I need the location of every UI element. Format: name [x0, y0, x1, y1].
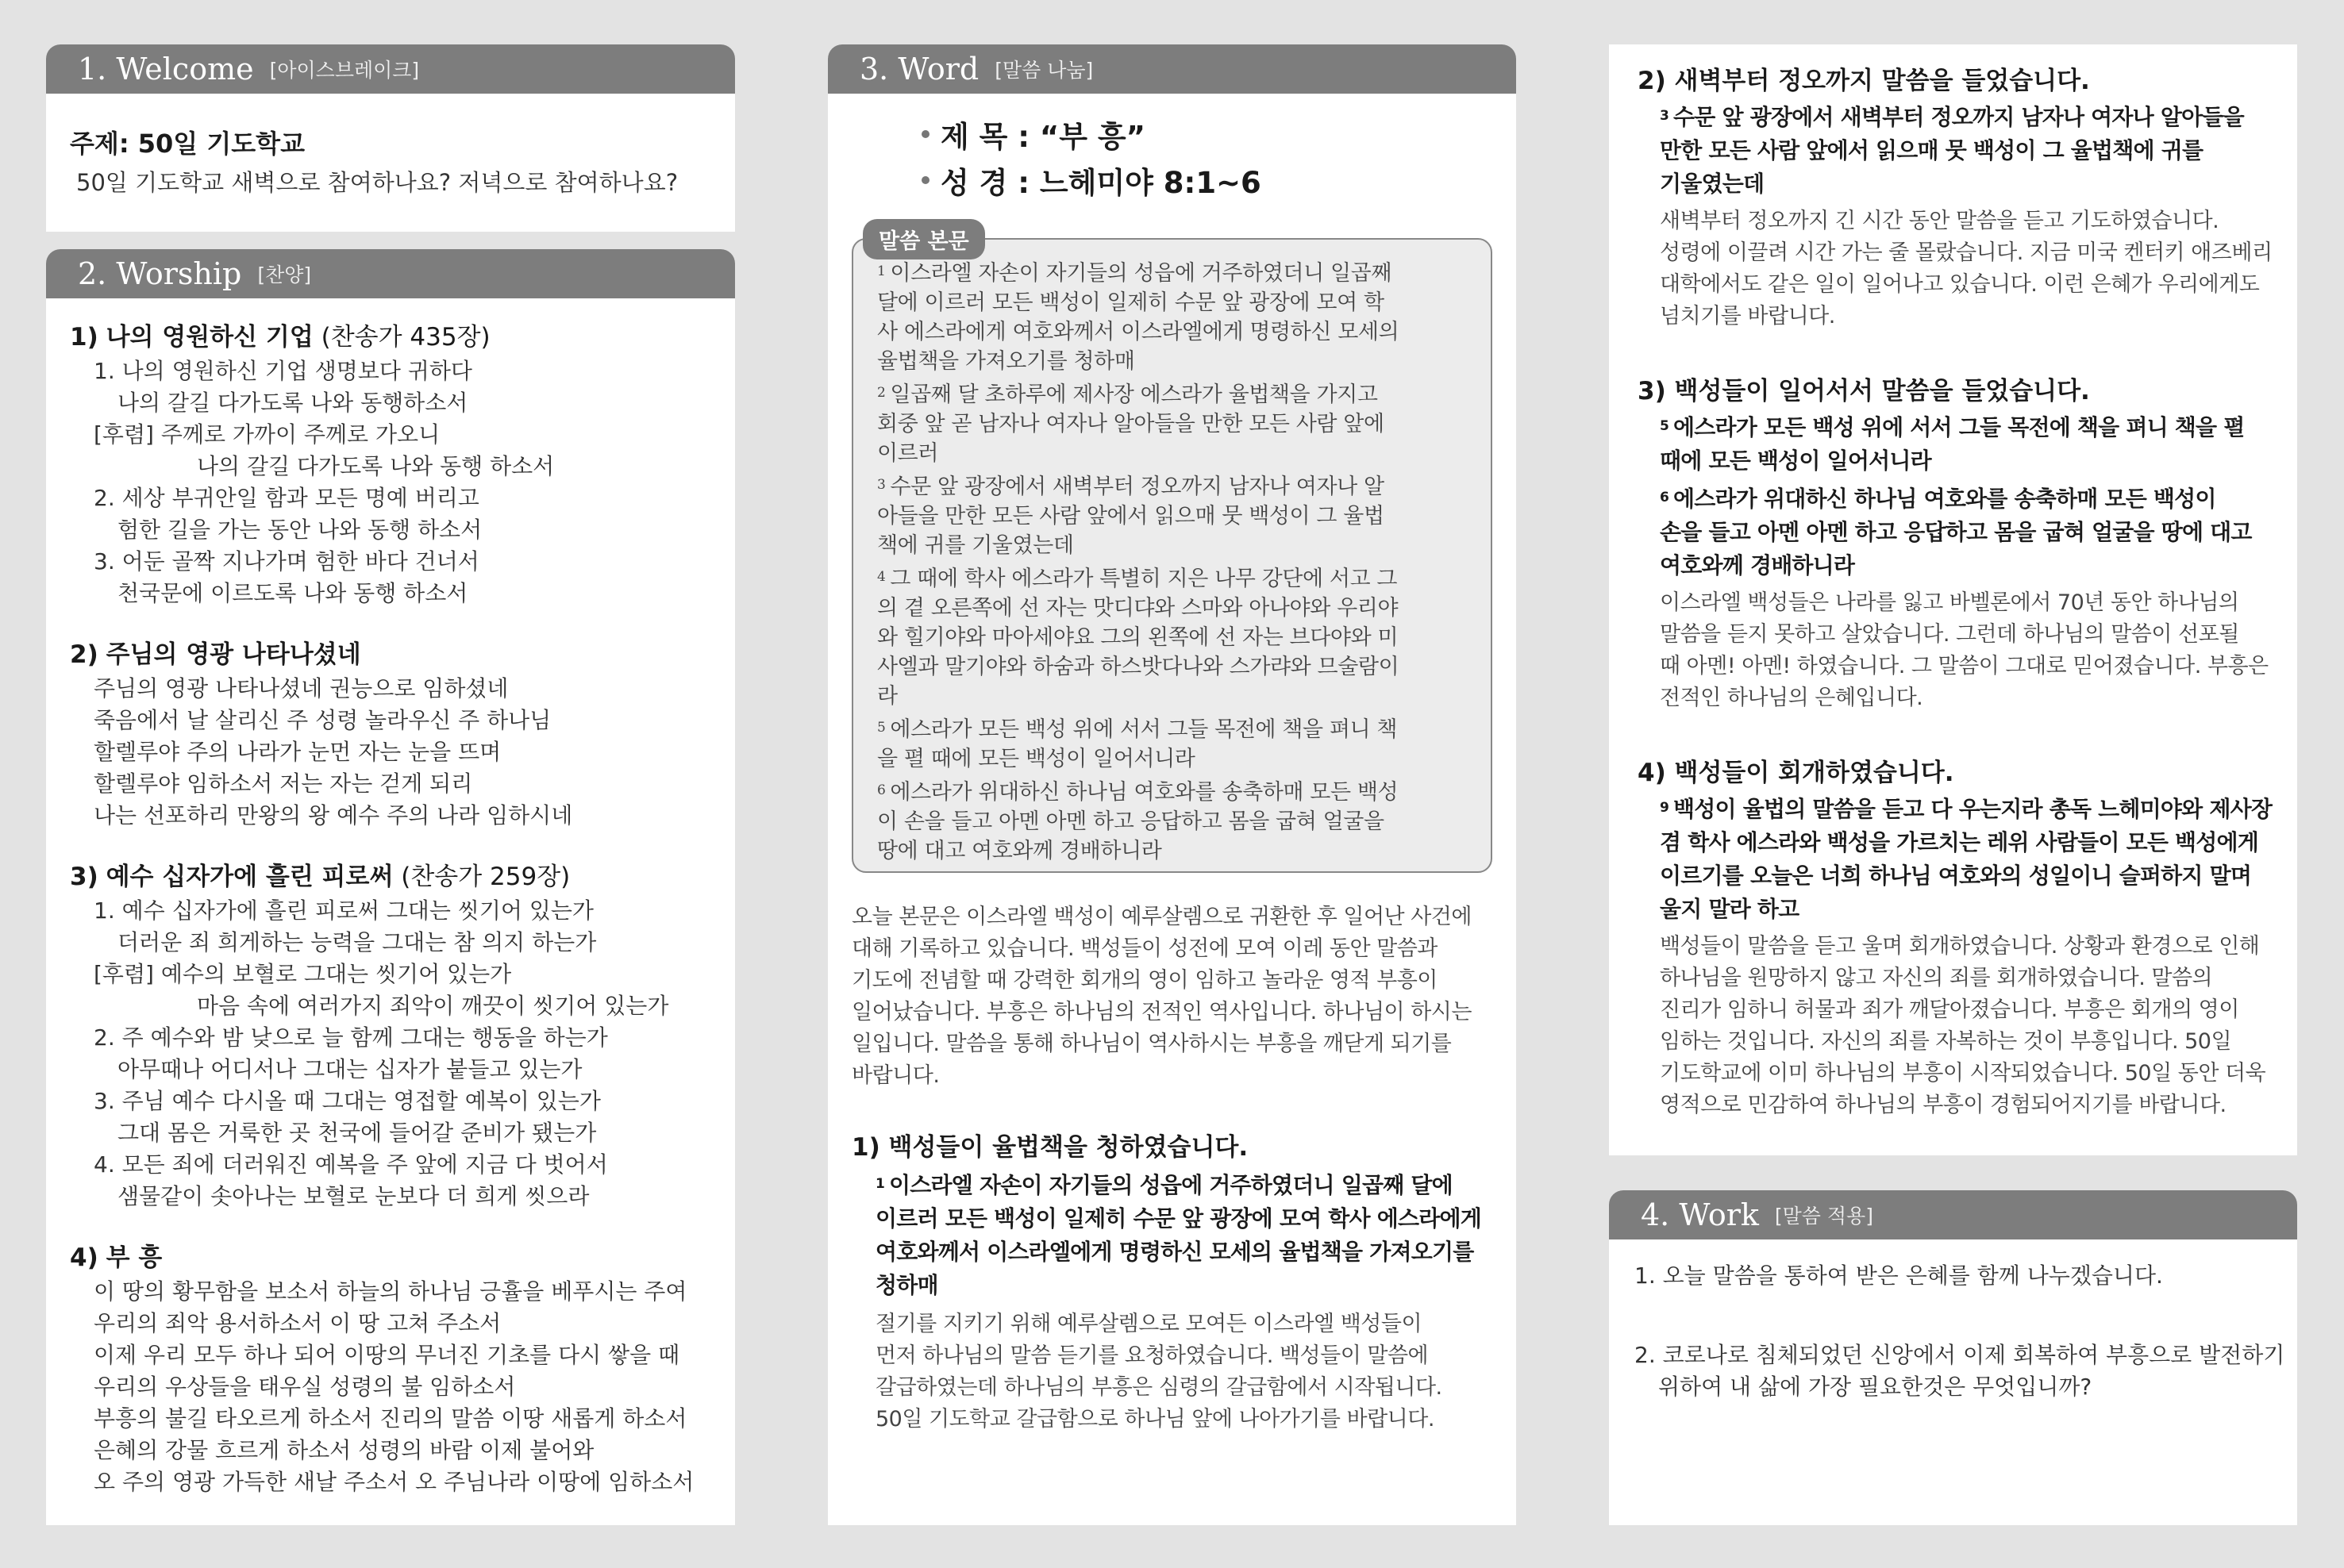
scripture-verse [877, 380, 1467, 468]
verse-text: 이르러 [877, 441, 939, 466]
sermon-topic-text: 제 목 : “부 흥” [941, 120, 1145, 154]
verse-number: 1 [877, 263, 886, 279]
verse-line [877, 472, 1467, 502]
song-lyric-line: [후렴] 예수의 보혈로 그대는 씻기어 있는가 [94, 961, 512, 987]
song-lyric-line: 이제 우리 모두 하나 되어 이땅의 무너진 기초를 다시 쌓을 때 [94, 1342, 680, 1368]
point-verse-line [1660, 859, 2273, 893]
verse-number: 3 [1660, 108, 1669, 124]
work-subtitle: [말씀 적용] [1774, 1205, 1873, 1228]
verse-text: 여호와께서 이스라엘에게 명령하신 모세의 율법책을 가져오기를 [876, 1239, 1474, 1265]
point-text-line: 백성들이 말씀을 듣고 울며 회개하였습니다. 상황과 환경으로 인해 [1660, 934, 2260, 959]
intro-line: 바랍니다. [852, 1063, 940, 1088]
verse-text: 율법책을 가져오기를 청하매 [877, 349, 1135, 374]
verse-text: 만한 모든 사람 앞에서 읽으매 뭇 백성이 그 율법책에 귀를 [1660, 137, 2204, 163]
verse-text: 기울였는데 [1660, 171, 1765, 197]
verse-text: 사 에스라에게 여호와께서 이스라엘에게 명령하신 모세의 [877, 320, 1399, 344]
scripture-verse [877, 259, 1467, 376]
song-lyric-line: 샘물같이 솟아나는 보혈로 눈보다 더 희게 씻으라 [117, 1183, 590, 1209]
intro-line: 오늘 본문은 이스라엘 백성이 예루살렘으로 귀환한 후 일어난 사건에 [852, 905, 1472, 929]
word-body [828, 94, 1516, 1525]
verse-number: 6 [1660, 490, 1669, 505]
song-lyric-line: 은혜의 강물 흐르게 하소서 성령의 바람 이제 불어와 [94, 1437, 595, 1463]
welcome-section [46, 44, 735, 232]
sermon-scripture-text: 성 경 : 느헤미야 8:1~6 [941, 166, 1261, 200]
point-text-line: 대학에서도 같은 일이 일어나고 있습니다. 이런 은혜가 우리에게도 [1660, 272, 2260, 297]
work-section [1609, 1190, 2297, 1525]
point-verse-line [876, 1269, 1492, 1302]
song-lyric-line: 마음 속에 여러가지 죄악이 깨끗이 씻기어 있는가 [197, 993, 669, 1019]
verse-text: 때에 모든 백성이 일어서니라 [1660, 448, 1931, 474]
verse-text: 이스라엘 자손이 자기들의 성읍에 거주하였더니 일곱째 [890, 261, 1392, 286]
point-verse [1660, 793, 2273, 926]
song-lyric-line: 아무때나 어디서나 그대는 십자가 붙들고 있는가 [117, 1056, 583, 1082]
verse-line [877, 259, 1467, 288]
point-text-line: 진리가 임하니 허물과 죄가 깨달아졌습니다. 부흥은 회개의 영이 [1660, 997, 2239, 1022]
song-reference: (찬송가 259장) [393, 863, 571, 891]
verse-line [877, 564, 1467, 594]
verse-text: 회중 앞 곧 남자나 여자나 알아들을 만한 모든 사람 앞에 [877, 412, 1384, 436]
scripture-box [852, 229, 1492, 873]
points-section [1609, 44, 2297, 1155]
point-text-line: 임하는 것입니다. 자신의 죄를 자복하는 것이 부흥입니다. 50일 [1660, 1029, 2232, 1054]
welcome-header [46, 44, 735, 94]
point-text-line: 절기를 지키기 위해 예루살렘으로 모여든 이스라엘 백성들이 [876, 1312, 1422, 1336]
song-lyric-line: 나의 갈길 다가도록 나와 동행 하소서 [197, 453, 555, 479]
song-lyric-line: 2. 주 예수와 밤 낮으로 늘 함께 그대는 행동을 하는가 [94, 1024, 608, 1051]
point-verse [1660, 482, 2273, 582]
point-heading: 4) 백성들이 회개하였습니다. [1638, 759, 1954, 787]
worship-section [46, 249, 735, 1525]
song-block [70, 319, 711, 609]
song-lyric-line: 오 주의 영광 가득한 새날 주소서 오 주님나라 이땅에 임하소서 [94, 1469, 695, 1495]
point-text-line: 갈급하였는데 하나님의 부흥은 심령의 갈급함에서 시작됩니다. [876, 1375, 1442, 1400]
song-lyric-line: 3. 어둔 골짝 지나가며 험한 바다 건너서 [94, 548, 479, 575]
verse-text: 이스라엘 자손이 자기들의 성읍에 거주하였더니 일곱째 달에 [889, 1172, 1453, 1198]
song-block [70, 636, 711, 832]
point-verse-line [1660, 482, 2273, 516]
point-verse [1660, 101, 2273, 201]
song-lyric-line: 험한 길을 가는 동안 나와 동행 하소서 [117, 517, 483, 543]
point-text [1660, 587, 2273, 714]
song-lyric-line: 1. 예수 십자가에 흘린 피로써 그대는 씻기어 있는가 [94, 897, 594, 924]
point-verse-line [1660, 444, 2273, 478]
verse-text: 의 곁 오른쪽에 선 자는 맛디댜와 스마와 아나야와 우리야 [877, 596, 1399, 621]
point-heading: 2) 새벽부터 정오까지 말씀을 들었습니다. [1638, 67, 2090, 95]
verse-line [877, 778, 1467, 807]
verse-text: 에스라가 위대하신 하나님 여호와를 송축하매 모든 백성 [890, 780, 1399, 805]
sermon-topic [922, 111, 1492, 157]
song-lyric-line: 우리의 우상들을 태우실 성령의 불 임하소서 [94, 1374, 516, 1400]
points-body [1638, 60, 2273, 1121]
verse-number: 1 [876, 1176, 885, 1192]
point-text-line: 먼저 하나님의 말씀 듣기를 요청하였습니다. 백성들이 말씀에 [876, 1343, 1429, 1368]
intro-line: 일어났습니다. 부흥은 하나님의 전적인 역사입니다. 하나님이 하시는 [852, 1000, 1472, 1024]
point-content [1638, 793, 2273, 1121]
work-question-2-line: 위하여 내 삶에 가장 필요한것은 무엇입니까? [1658, 1374, 2092, 1400]
song-lyric-line: 그대 몸은 거룩한 곳 천국에 들어갈 준비가 됐는가 [117, 1120, 597, 1146]
song-block [70, 1239, 711, 1498]
worship-title: 2. Worship [78, 256, 242, 291]
verse-text: 아들을 만한 모든 사람 앞에서 읽으매 뭇 백성이 그 율법 [877, 504, 1384, 528]
song-lyric-line: 나는 선포하리 만왕의 왕 예수 주의 나라 임하시네 [94, 802, 573, 828]
point-verse-line [1660, 411, 2273, 444]
point-verse-line [876, 1169, 1492, 1202]
song-lyric-line: 더러운 죄 희게하는 능력을 그대는 참 의지 하는가 [117, 929, 597, 955]
work-body [1609, 1239, 2297, 1525]
song-lyric-line: 주님의 영광 나타나셨네 권능으로 임하셨네 [94, 675, 509, 701]
verse-text: 책에 귀를 기울였는데 [877, 533, 1074, 558]
verse-text: 백성이 율법의 말씀을 듣고 다 우는지라 총독 느헤미야와 제사장 [1673, 796, 2273, 822]
verse-text: 수문 앞 광장에서 새벽부터 정오까지 남자나 여자나 알 [890, 475, 1384, 499]
point1-text [876, 1309, 1492, 1435]
verse-line [877, 380, 1467, 409]
verse-line [877, 744, 1467, 774]
song-lyric-line: 2. 세상 부귀안일 함과 모든 명예 버리고 [94, 485, 479, 511]
song-lyric-line: 할렐루야 주의 나라가 눈먼 자는 눈을 뜨며 [94, 739, 502, 765]
song-name: 나의 영원하신 기업 [106, 323, 314, 352]
point-content [1638, 101, 2273, 332]
song-name: 부 흥 [106, 1243, 163, 1272]
verse-line [877, 409, 1467, 439]
point-verse-line [1660, 549, 2273, 582]
point-verse-line [1660, 134, 2273, 167]
point-text-line: 50일 기도학교 갈급함으로 하나님 앞에 나아가기를 바랍니다. [876, 1407, 1434, 1432]
word-title: 3. Word [860, 52, 980, 86]
verse-line [877, 652, 1467, 682]
point-text-line: 영적으로 민감하여 하나님의 부흥이 경험되어지기를 바랍니다. [1660, 1093, 2227, 1117]
verse-text: 이르기를 오늘은 너희 하나님 여호와의 성일이니 슬퍼하지 말며 [1660, 863, 2252, 889]
verse-text: 땅에 대고 여호와께 경배하니라 [877, 839, 1162, 863]
song-number: 3) [70, 863, 98, 891]
song-heading [70, 636, 711, 673]
point-verse-line [1660, 516, 2273, 549]
verse-text: 청하매 [876, 1272, 938, 1298]
sermon-intro [852, 901, 1492, 1092]
intro-line: 기도에 전념할 때 강력한 회개의 영이 임하고 놀라운 영적 부흥이 [852, 968, 1438, 993]
welcome-title: 1. Welcome [78, 52, 254, 86]
verse-line [877, 317, 1467, 347]
verse-line [877, 715, 1467, 744]
verse-number: 9 [1660, 800, 1669, 816]
song-reference: (찬송가 435장) [313, 323, 491, 352]
verse-text: 울지 말라 하고 [1660, 896, 1799, 922]
song-heading [70, 859, 711, 895]
verse-text: 그 때에 학사 에스라가 특별히 지은 나무 강단에 서고 그 [890, 567, 1398, 591]
song-heading [70, 1239, 711, 1276]
verse-line [877, 623, 1467, 652]
song-name: 주님의 영광 나타나셨네 [106, 640, 361, 669]
point-text-line: 성령에 이끌려 시간 가는 줄 몰랐습니다. 지금 미국 켄터키 애즈베리 [1660, 240, 2273, 265]
song-name: 예수 십자가에 흘린 피로써 [106, 863, 394, 891]
welcome-body [46, 94, 735, 232]
song-block [70, 859, 711, 1213]
point-verse-line [1660, 793, 2273, 826]
bullet-dot [922, 176, 930, 184]
verse-text: 사엘과 말기야와 하숨과 하스밧다나와 스가랴와 므술람이 [877, 655, 1399, 679]
point-verse-line [876, 1236, 1492, 1269]
point-text-line: 새벽부터 정오까지 긴 시간 동안 말씀을 듣고 기도하였습니다. [1660, 209, 2219, 233]
verse-text: 에스라가 모든 백성 위에 서서 그들 목전에 책을 펴니 책을 펼 [1673, 414, 2245, 440]
point-text [1660, 931, 2273, 1121]
intro-line: 일입니다. 말씀을 통해 하나님이 역사하시는 부흥을 깨닫게 되기를 [852, 1032, 1452, 1056]
scripture-verse [877, 472, 1467, 560]
verse-line [877, 807, 1467, 836]
work-header [1609, 1190, 2297, 1239]
verse-text: 달에 이르러 모든 백성이 일제히 수문 앞 광장에 모여 학 [877, 290, 1384, 315]
verse-line [877, 439, 1467, 468]
verse-text: 이르러 모든 백성이 일제히 수문 앞 광장에 모여 학사 에스라에게 [876, 1205, 1481, 1232]
work-question-2-line: 2. 코로나로 침체되었던 신앙에서 이제 회복하여 부흥으로 발전하기 [1634, 1342, 2285, 1368]
point1-heading: 1) 백성들이 율법책을 청하였습니다. [852, 1133, 1249, 1162]
song-lyric-line: 부흥의 불길 타오르게 하소서 진리의 말씀 이땅 새롭게 하소서 [94, 1405, 687, 1432]
song-number: 1) [70, 323, 98, 352]
point-verse-line [1660, 167, 2273, 201]
sermon-scripture [922, 157, 1492, 203]
point-text [1660, 206, 2273, 332]
verse-line [877, 594, 1467, 623]
point-text-line: 기도학교에 이미 하나님의 부흥이 시작되었습니다. 50일 동안 더욱 [1660, 1061, 2266, 1086]
verse-number: 3 [877, 477, 886, 493]
point-verse-line [1660, 826, 2273, 859]
verse-number: 5 [1660, 418, 1669, 434]
work-title: 4. Work [1641, 1197, 1759, 1232]
verse-number: 6 [877, 782, 886, 798]
worship-subtitle: [찬양] [257, 263, 312, 286]
verse-text: 수문 앞 광장에서 새벽부터 정오까지 남자나 여자나 알아들을 [1673, 104, 2244, 130]
point-text-line: 하나님을 원망하지 않고 자신의 죄를 회개하였습니다. 말씀의 [1660, 966, 2213, 990]
point-text-line: 말씀을 듣지 못하고 살았습니다. 그런데 하나님의 말씀이 선포될 [1660, 622, 2239, 647]
point-text-line: 때 아멘! 아멘! 하였습니다. 그 말씀이 그대로 믿어졌습니다. 부흥은 [1660, 654, 2269, 678]
song-lyric-line: [후렴] 주께로 가까이 주께로 가오니 [94, 421, 441, 448]
work-question-1: 1. 오늘 말씀을 통하여 받은 은혜를 함께 나누겠습니다. [1634, 1262, 2163, 1289]
verse-text: 여호와께 경배하니라 [1660, 552, 1855, 578]
song-number: 4) [70, 1243, 98, 1272]
word-header [828, 44, 1516, 94]
worship-body [46, 298, 735, 1525]
song-lyric-line: 우리의 죄악 용서하소서 이 땅 고쳐 주소서 [94, 1310, 502, 1336]
song-lyric-line: 나의 갈길 다가도록 나와 동행하소서 [117, 390, 468, 416]
verse-line [877, 531, 1467, 560]
word-section [828, 44, 1516, 1525]
verse-line [877, 682, 1467, 711]
point-text-line: 이스라엘 백성들은 나라를 잃고 바벨론에서 70년 동안 하나님의 [1660, 590, 2239, 615]
verse-line [877, 347, 1467, 376]
point-verse [1660, 411, 2273, 478]
verse-number: 2 [877, 385, 886, 401]
song-heading [70, 319, 711, 355]
point-verse-line [1660, 893, 2273, 926]
verse-line [877, 836, 1467, 866]
verse-line [877, 288, 1467, 317]
song-lyric-line: 3. 주님 예수 다시올 때 그대는 영접할 예복이 있는가 [94, 1088, 601, 1114]
point-text-line: 넘치기를 바랍니다. [1660, 304, 1835, 329]
song-lyric-line: 천국문에 이르도록 나와 동행 하소서 [117, 580, 468, 606]
song-lyric-line: 이 땅의 황무함을 보소서 하늘의 하나님 긍휼을 베푸시는 주여 [94, 1278, 687, 1305]
verse-text: 손을 들고 아멘 아멘 하고 응답하고 몸을 굽혀 얼굴을 땅에 대고 [1660, 519, 2252, 545]
scripture-box-label: 말씀 본문 [863, 219, 985, 259]
scripture-verses [877, 259, 1467, 866]
scripture-verse [877, 715, 1467, 774]
verse-text: 와 힐기야와 마아세야요 그의 왼쪽에 선 자는 브다야와 미 [877, 625, 1399, 650]
song-lyric-line: 4. 모든 죄에 더러워진 예복을 주 앞에 지금 다 벗어서 [94, 1151, 608, 1178]
verse-text: 일곱째 달 초하루에 제사장 에스라가 율법책을 가지고 [890, 382, 1378, 407]
verse-text: 을 펼 때에 모든 백성이 일어서니라 [877, 747, 1195, 771]
point1-verse [876, 1169, 1492, 1302]
song-lyric-line: 할렐루야 임하소서 저는 자는 걷게 되리 [94, 771, 473, 797]
point-block [1638, 371, 2273, 714]
point-verse-line [1660, 101, 2273, 134]
point1-content [852, 1169, 1492, 1435]
point-verse-line [876, 1202, 1492, 1236]
song-number: 2) [70, 640, 98, 669]
point-heading: 3) 백성들이 일어서서 말씀을 들었습니다. [1638, 377, 2090, 405]
scripture-verse [877, 564, 1467, 711]
intro-line: 대해 기록하고 있습니다. 백성들이 성전에 모여 이레 동안 말씀과 [852, 936, 1438, 961]
song-lyric-line: 죽음에서 날 살리신 주 성령 놀라우신 주 하나님 [94, 707, 552, 733]
verse-text: 겸 학사 에스라와 백성을 가르치는 레위 사람들이 모든 백성에게 [1660, 829, 2259, 855]
point-text-line: 전적인 하나님의 은혜입니다. [1660, 686, 1923, 710]
word-subtitle: [말씀 나눔] [995, 59, 1094, 82]
scripture-verse [877, 778, 1467, 866]
point-content [1638, 411, 2273, 714]
verse-text: 에스라가 위대하신 하나님 여호와를 송축하매 모든 백성이 [1673, 486, 2216, 512]
point-block [1638, 60, 2273, 332]
verse-number: 4 [877, 569, 886, 585]
verse-number: 5 [877, 720, 886, 736]
welcome-topic: 주제: 50일 기도학교 [70, 129, 305, 159]
welcome-question: 50일 기도학교 새벽으로 참여하나요? 저녁으로 참여하나요? [76, 169, 679, 196]
bullet-dot [922, 130, 930, 138]
verse-text: 라 [877, 684, 898, 709]
point-block [1638, 752, 2273, 1121]
verse-text: 이 손을 들고 아멘 아멘 하고 응답하고 몸을 굽혀 얼굴을 [877, 809, 1384, 834]
work-question-2 [1634, 1339, 2285, 1403]
verse-text: 에스라가 모든 백성 위에 서서 그들 목전에 책을 펴니 책 [890, 717, 1398, 742]
verse-line [877, 502, 1467, 531]
song-lyric-line: 1. 나의 영원하신 기업 생명보다 귀하다 [94, 358, 472, 384]
welcome-subtitle: [아이스브레이크] [269, 59, 420, 82]
worship-header [46, 249, 735, 298]
